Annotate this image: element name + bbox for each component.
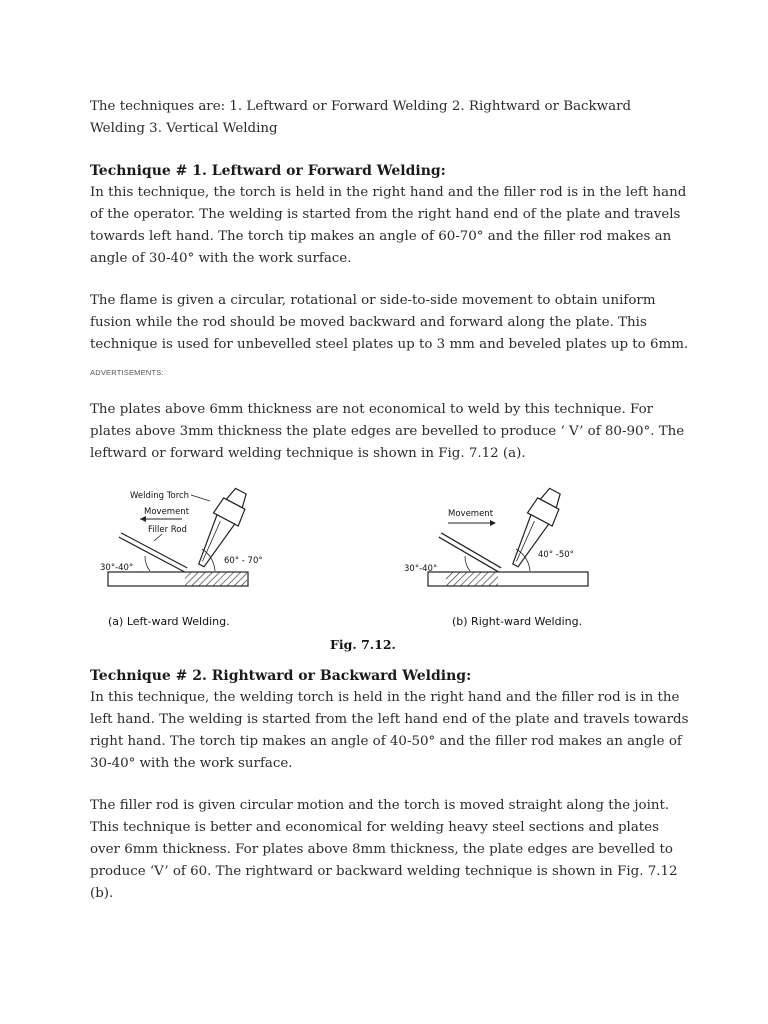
label-movement-left: Movement [144,507,190,517]
technique-2-paragraph-2: The filler rod is given circular motion and the torch is moved straight along the joint. This technique is better and economical for welding heavy steel sections and plates over 6mm thickness. For plates above 8mm thickness, the plate edges are bevelled to produce ‘V’ of 60. The rightward or backward welding technique is shown in Fig. 7.12 (b). [90,798,678,901]
rightward-welding-diagram [404,485,588,586]
advertisement-label: ADVERTISEMENTS: [90,368,164,377]
label-movement-right: Movement [448,509,494,519]
welding-diagram [90,475,690,655]
technique-2-paragraph-1: In this technique, the welding torch is held in the right hand and the filler rod is in the left hand. The welding is started from the left hand end of the plate and travels towards right hand. The torch tip makes an angle of 40-50° and the filler rod makes an angle of 30-40° with the work surface. [90,690,689,771]
technique-1-paragraph-3: The plates above 6mm thickness are not economical to weld by this technique. For plates above 3mm thickness the plate edges are bevelled to produce ‘ V’ of 80-90°. The leftward or forward welding technique is shown in Fig. 7.12 (a). [90,402,685,461]
label-angle-rod-right: 30°-40° [404,564,438,574]
label-angle-torch-left: 60° - 70° [224,556,263,566]
label-welding-torch: Welding Torch [130,491,190,501]
figure-caption: Fig. 7.12. [330,637,396,652]
intro-paragraph: The techniques are: 1. Leftward or Forward Welding 2. Rightward or Backward Welding 3. Vertical Welding [90,99,632,136]
technique-1-paragraph-1: In this technique, the torch is held in the right hand and the filler rod is in the left hand of the operator. The welding is started from the right hand end of the plate and travels towards left hand. The torch tip makes an angle of 60-70° and the filler rod makes an angle of 30-40° with the work surface. [90,185,687,266]
label-filler-rod: Filler Rod [148,525,187,535]
caption-right-ward: (b) Right-ward Welding. [452,615,583,628]
welding-figure [90,475,690,665]
left-weld-bead [185,572,247,586]
technique-1-heading: Technique # 1. Leftward or Forward Welding: [90,163,446,179]
label-angle-rod-left: 30°-40° [100,563,134,573]
right-weld-bead [446,572,498,586]
label-angle-torch-right: 40° -50° [538,550,574,560]
caption-left-ward: (a) Left-ward Welding. [108,615,230,628]
technique-1-paragraph-2: The flame is given a circular, rotational or side-to-side movement to obtain uniform fusion while the rod should be moved backward and forward along the plate. This technique is used for unbevelled steel plates up to 3 mm and beveled plates up to 6mm. [90,293,689,352]
technique-2-heading: Technique # 2. Rightward or Backward Welding: [90,668,472,684]
leftward-welding-diagram [100,485,263,586]
article-body [90,96,690,925]
